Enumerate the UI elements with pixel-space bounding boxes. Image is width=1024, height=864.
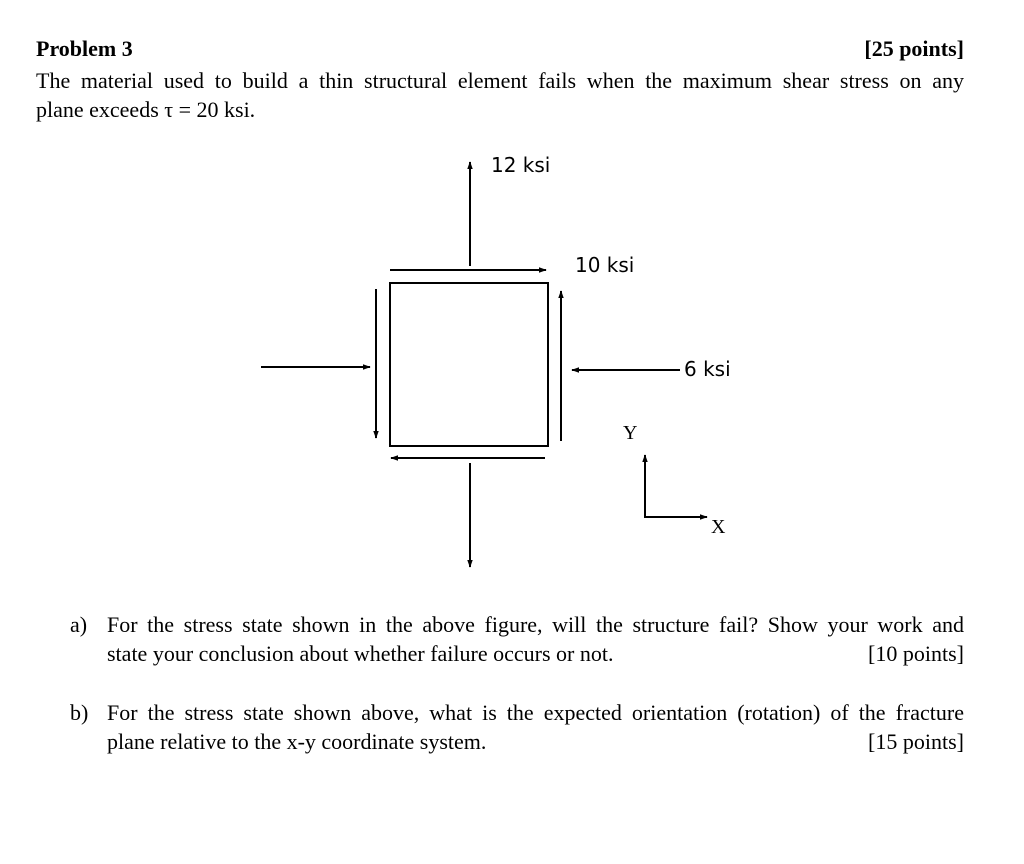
normal-stress-y-label: 12 ksi: [491, 153, 551, 177]
problem-statement: [36, 66, 964, 124]
question-b-body: [107, 698, 964, 756]
question-b-points: [15 points]: [868, 729, 964, 754]
problem-title: Problem 3: [36, 36, 133, 61]
question-a-line-1: For the stress state shown in the above figure, will the structure fail? Show your work and: [107, 612, 964, 637]
question-b-line-2-row: [107, 727, 964, 756]
question-b-line-2: plane relative to the x-y coordinate system.: [107, 729, 487, 754]
question-b-line-1: For the stress state shown above, what is the expected orientation (rotation) of the fracture: [107, 700, 964, 725]
y-axis-label: Y: [623, 422, 638, 444]
question-a-line-2: state your conclusion about whether failure occurs or not.: [107, 641, 614, 666]
question-a-label: a): [70, 612, 88, 637]
problem-statement-line-1: The material used to build a thin structural element fails when the maximum shear stress on any: [36, 68, 964, 93]
shear-stress-label: 10 ksi: [575, 253, 635, 277]
question-b-label: b): [70, 700, 89, 725]
problem-statement-line-2: plane exceeds τ = 20 ksi.: [36, 97, 256, 122]
question-a-line-2-row: [107, 639, 964, 668]
question-a-body: [107, 610, 964, 668]
question-a-points: [10 points]: [868, 641, 964, 666]
x-axis-label: X: [711, 516, 726, 538]
stress-element-square: [390, 283, 548, 446]
normal-stress-x-label: 6 ksi: [684, 357, 731, 381]
problem-points: [25 points]: [864, 36, 964, 61]
